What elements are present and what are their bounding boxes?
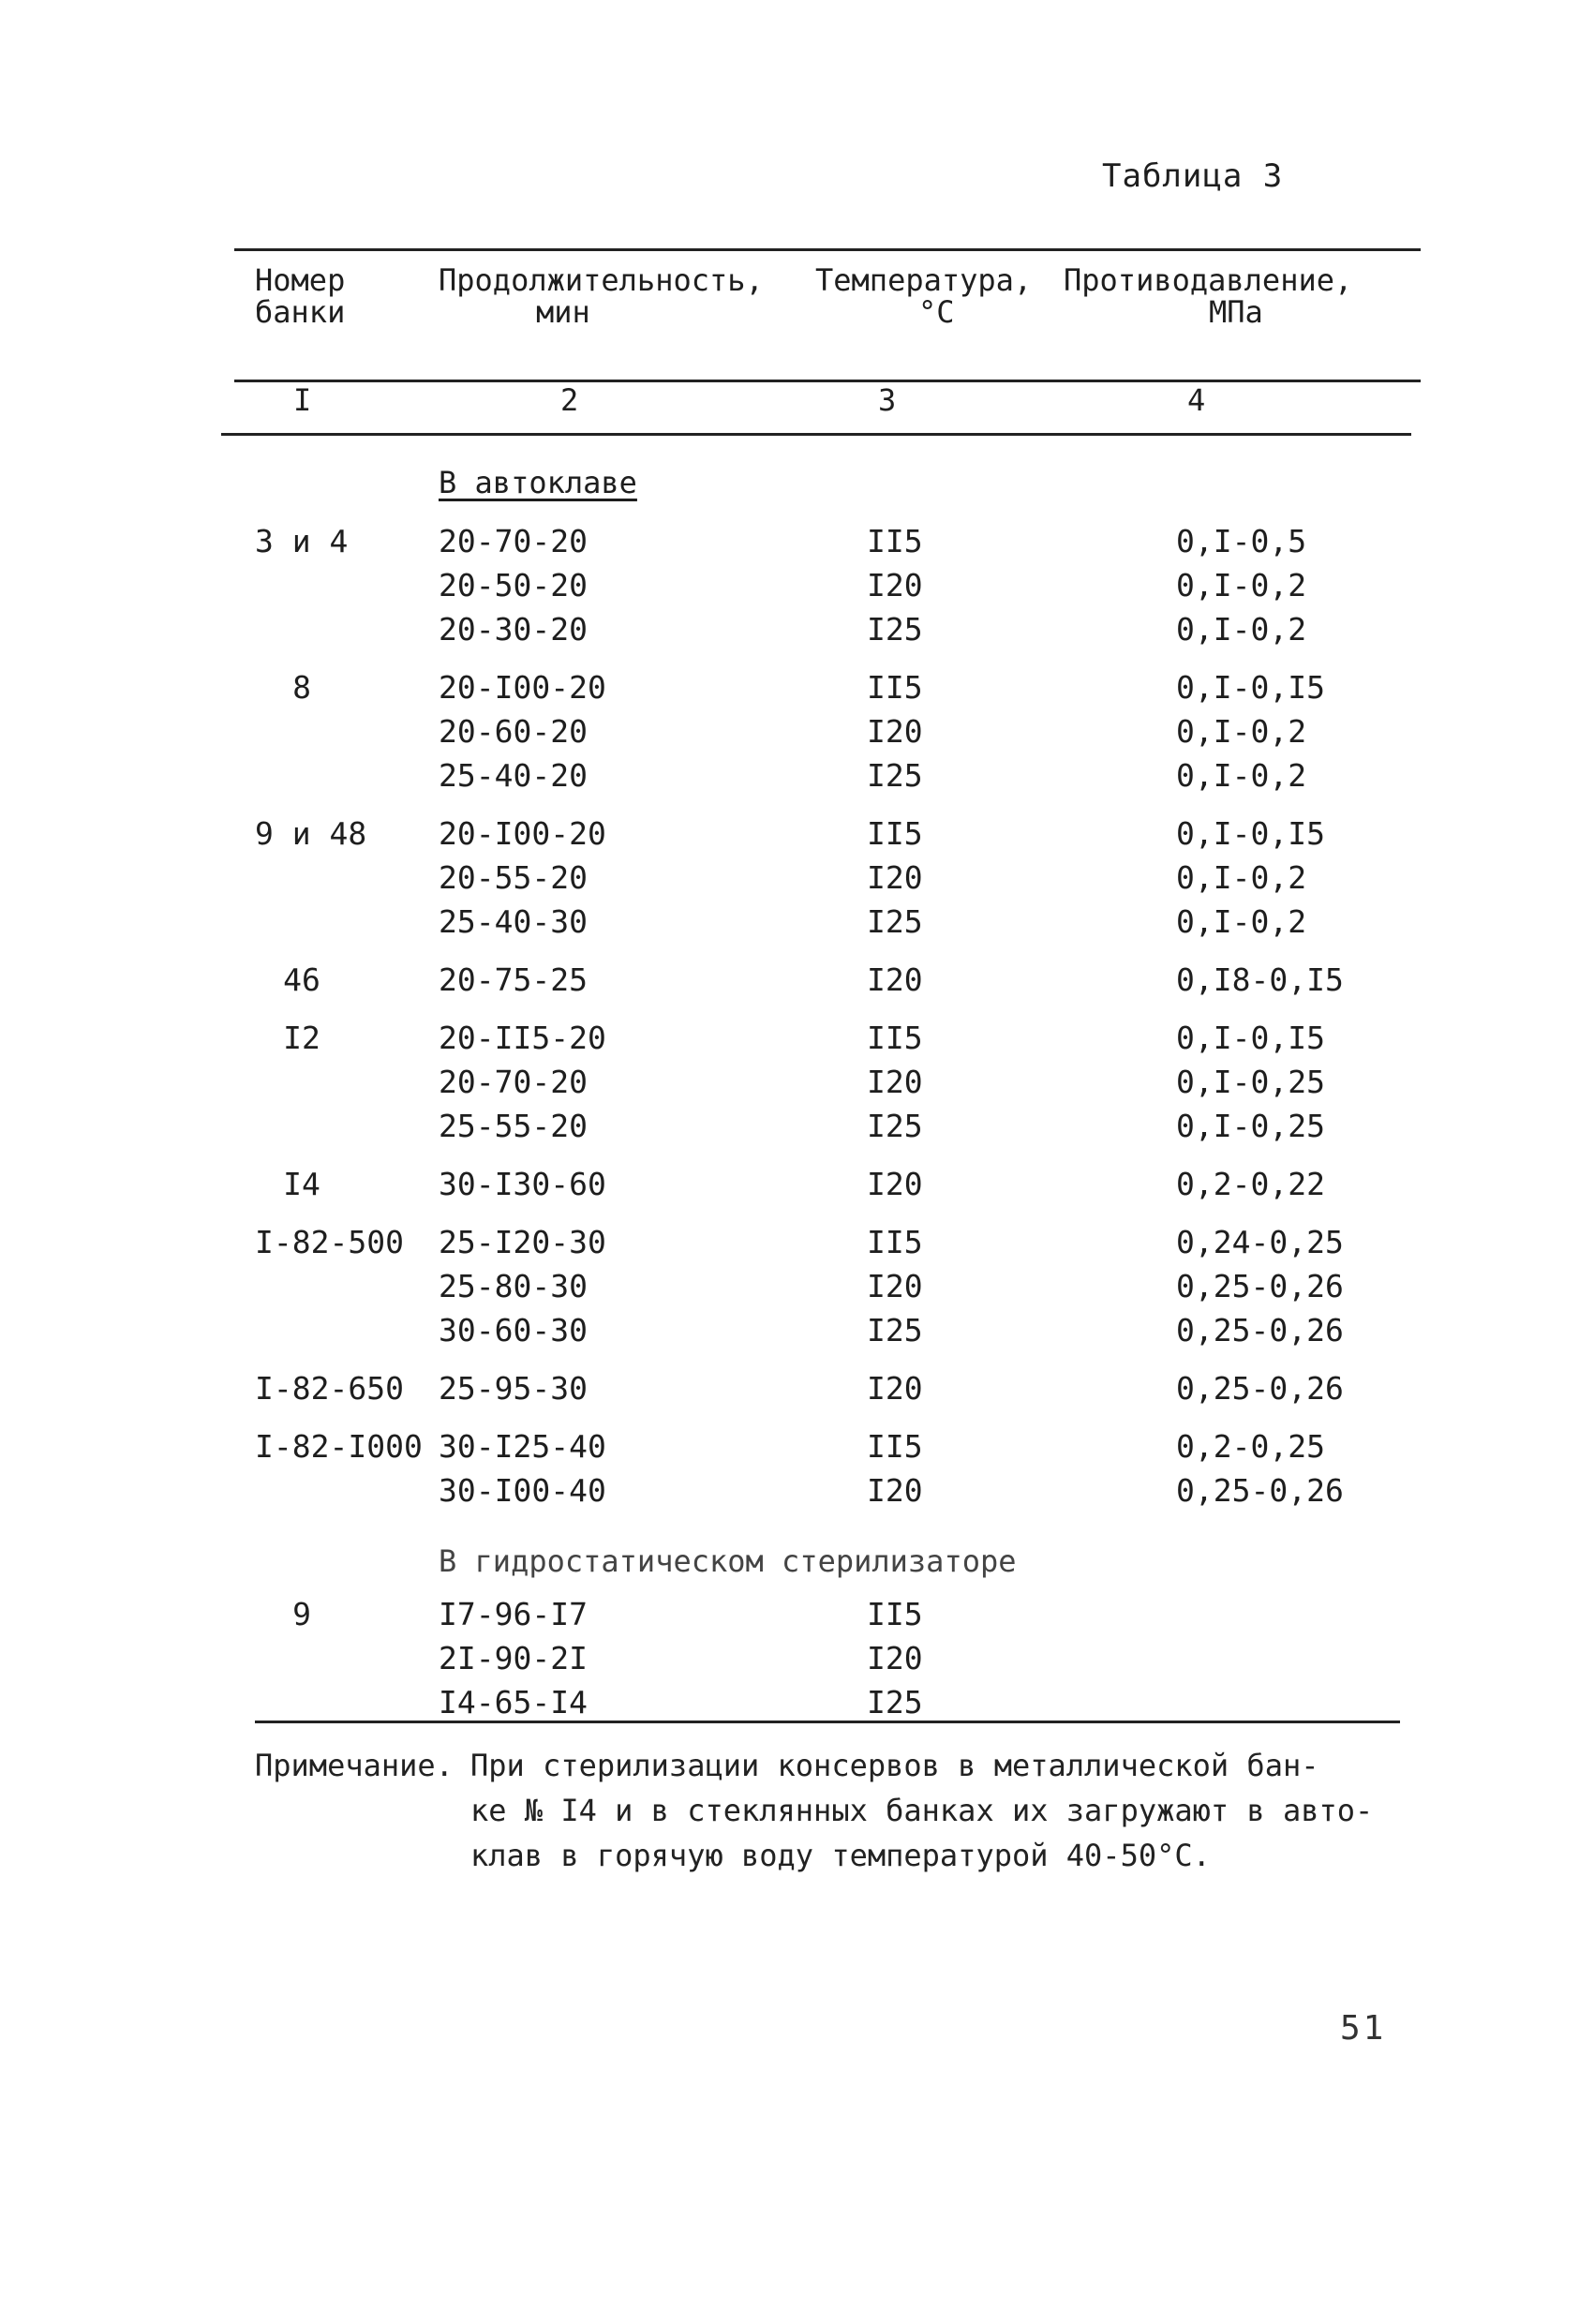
- cell-duration: 25-80-30: [439, 1268, 588, 1304]
- cell-duration: I7-96-I7: [439, 1596, 588, 1632]
- table-row: [0, 713, 1594, 751]
- cell-backpressure: 0,I-0,I5: [1176, 669, 1325, 706]
- table-row: [0, 903, 1594, 941]
- cell-backpressure: 0,I-0,2: [1176, 611, 1307, 648]
- cell-backpressure: 0,I-0,5: [1176, 523, 1307, 559]
- table-row: [0, 567, 1594, 604]
- table-row: [0, 815, 1594, 853]
- cell-temperature: I20: [867, 1064, 923, 1100]
- table-caption: Таблица 3: [1102, 157, 1284, 195]
- cell-can-number: 46: [283, 961, 320, 998]
- table-row: [0, 1312, 1594, 1349]
- cell-temperature: II5: [867, 1020, 923, 1056]
- cell-duration: 25-I20-30: [439, 1224, 606, 1260]
- table-row: [0, 669, 1594, 707]
- cell-backpressure: 0,I-0,2: [1176, 903, 1307, 940]
- cell-backpressure: 0,24-0,25: [1176, 1224, 1344, 1260]
- page-number: 51: [1340, 2009, 1387, 2048]
- cell-temperature: I20: [867, 961, 923, 998]
- table-row: [0, 961, 1594, 999]
- cell-temperature: II5: [867, 523, 923, 559]
- table-row: [0, 757, 1594, 795]
- cell-temperature: I20: [867, 1268, 923, 1304]
- cell-duration: 30-I00-40: [439, 1472, 606, 1509]
- table-bottom-rule: [255, 1721, 1400, 1723]
- cell-temperature: I25: [867, 903, 923, 940]
- section-hydrostatic: В гидростатическом стерилизаторе: [439, 1543, 1017, 1579]
- cell-backpressure: 0,I-0,I5: [1176, 815, 1325, 852]
- cell-duration: 20-75-25: [439, 961, 588, 998]
- cell-can-number: 9 и 48: [255, 815, 367, 852]
- cell-can-number: I-82-I000: [255, 1428, 423, 1465]
- table-row: [0, 1020, 1594, 1057]
- column-number-3: 3: [878, 382, 897, 418]
- cell-temperature: II5: [867, 1596, 923, 1632]
- header-can-number-line1: Номер: [255, 262, 346, 298]
- cell-temperature: II5: [867, 1428, 923, 1465]
- cell-temperature: I25: [867, 1684, 923, 1721]
- cell-duration: 20-I00-20: [439, 815, 606, 852]
- column-number-2: 2: [560, 382, 579, 418]
- cell-temperature: I25: [867, 757, 923, 794]
- cell-can-number: I-82-650: [255, 1370, 404, 1407]
- cell-duration: 20-50-20: [439, 567, 588, 603]
- header-backpressure-line1: Противодавление,: [1064, 262, 1353, 298]
- cell-backpressure: 0,I-0,25: [1176, 1064, 1325, 1100]
- header-temperature-line1: Температура,: [815, 262, 1033, 298]
- table-row: [0, 523, 1594, 560]
- cell-duration: 20-70-20: [439, 523, 588, 559]
- table-row: [0, 1166, 1594, 1203]
- header-temperature-line2: °C: [918, 294, 955, 330]
- table-row: [0, 1370, 1594, 1408]
- table-row: [0, 1064, 1594, 1101]
- note-label: Примечание.: [255, 1748, 454, 1783]
- cell-backpressure: 0,2-0,22: [1176, 1166, 1325, 1202]
- cell-duration: 20-70-20: [439, 1064, 588, 1100]
- cell-duration: 20-60-20: [439, 713, 588, 750]
- cell-duration: 25-40-30: [439, 903, 588, 940]
- table-row: [0, 611, 1594, 648]
- cell-duration: 20-55-20: [439, 859, 588, 896]
- cell-duration: 25-55-20: [439, 1108, 588, 1144]
- table-row: [0, 1268, 1594, 1305]
- cell-temperature: I20: [867, 567, 923, 603]
- cell-can-number: 8: [292, 669, 311, 706]
- section-autoclave: В автоклаве: [439, 465, 637, 500]
- cell-temperature: II5: [867, 669, 923, 706]
- cell-temperature: I25: [867, 611, 923, 648]
- header-temperature: [815, 264, 1032, 328]
- cell-duration: 20-30-20: [439, 611, 588, 648]
- table-row: [0, 859, 1594, 897]
- cell-backpressure: 0,25-0,26: [1176, 1370, 1344, 1407]
- cell-temperature: I25: [867, 1312, 923, 1348]
- cell-backpressure: 0,I-0,2: [1176, 567, 1307, 603]
- table-row: [0, 1108, 1594, 1145]
- cell-temperature: I20: [867, 1370, 923, 1407]
- cell-can-number: 3 и 4: [255, 523, 349, 559]
- cell-backpressure: 0,I-0,2: [1176, 859, 1307, 896]
- cell-backpressure: 0,2-0,25: [1176, 1428, 1325, 1465]
- note-line: клав в горячую воду температурой 40-50°C.: [470, 1838, 1211, 1873]
- header-backpressure-line2: МПа: [1209, 294, 1263, 330]
- table-row: [0, 1472, 1594, 1510]
- cell-temperature: I20: [867, 1166, 923, 1202]
- column-number-4: 4: [1187, 382, 1206, 418]
- table-row: [0, 1640, 1594, 1677]
- cell-duration: 30-I30-60: [439, 1166, 606, 1202]
- table-row: [0, 1684, 1594, 1721]
- header-divider-rule: [234, 380, 1421, 382]
- cell-duration: 20-I00-20: [439, 669, 606, 706]
- header-duration-line1: Продолжительность,: [439, 262, 764, 298]
- cell-temperature: I20: [867, 1472, 923, 1509]
- cell-duration: 30-I25-40: [439, 1428, 606, 1465]
- cell-duration: 30-60-30: [439, 1312, 588, 1348]
- cell-backpressure: 0,I-0,2: [1176, 713, 1307, 750]
- cell-can-number: I4: [283, 1166, 320, 1202]
- table-row: [0, 1428, 1594, 1466]
- cell-duration: I4-65-I4: [439, 1684, 588, 1721]
- header-can-number: [255, 264, 345, 328]
- cell-duration: 25-95-30: [439, 1370, 588, 1407]
- note-text: [470, 1743, 1408, 1878]
- cell-backpressure: 0,I-0,2: [1176, 757, 1307, 794]
- cell-temperature: I25: [867, 1108, 923, 1144]
- cell-temperature: I20: [867, 1640, 923, 1676]
- cell-temperature: II5: [867, 815, 923, 852]
- cell-backpressure: 0,I8-0,I5: [1176, 961, 1344, 998]
- column-number-1: I: [293, 382, 312, 418]
- cell-backpressure: 0,25-0,26: [1176, 1312, 1344, 1348]
- cell-temperature: I20: [867, 713, 923, 750]
- cell-can-number: I2: [283, 1020, 320, 1056]
- cell-backpressure: 0,I-0,I5: [1176, 1020, 1325, 1056]
- cell-duration: 2I-90-2I: [439, 1640, 588, 1676]
- column-numbers-rule: [221, 433, 1411, 436]
- cell-backpressure: 0,25-0,26: [1176, 1472, 1344, 1509]
- cell-temperature: I20: [867, 859, 923, 896]
- header-duration: [439, 264, 764, 328]
- note-line: При стерилизации консервов в металлической бан-: [470, 1748, 1319, 1783]
- cell-duration: 25-40-20: [439, 757, 588, 794]
- header-backpressure: [1064, 264, 1352, 328]
- note-line: ке № I4 и в стеклянных банках их загружают в авто-: [470, 1793, 1374, 1828]
- cell-can-number: I-82-500: [255, 1224, 404, 1260]
- cell-backpressure: 0,I-0,25: [1176, 1108, 1325, 1144]
- header-duration-line2: мин: [536, 294, 590, 330]
- table-row: [0, 1224, 1594, 1261]
- cell-can-number: 9: [292, 1596, 311, 1632]
- cell-backpressure: 0,25-0,26: [1176, 1268, 1344, 1304]
- cell-temperature: II5: [867, 1224, 923, 1260]
- cell-duration: 20-II5-20: [439, 1020, 606, 1056]
- table-row: [0, 1596, 1594, 1633]
- table-top-rule: [234, 248, 1421, 251]
- header-can-number-line2: банки: [255, 294, 346, 330]
